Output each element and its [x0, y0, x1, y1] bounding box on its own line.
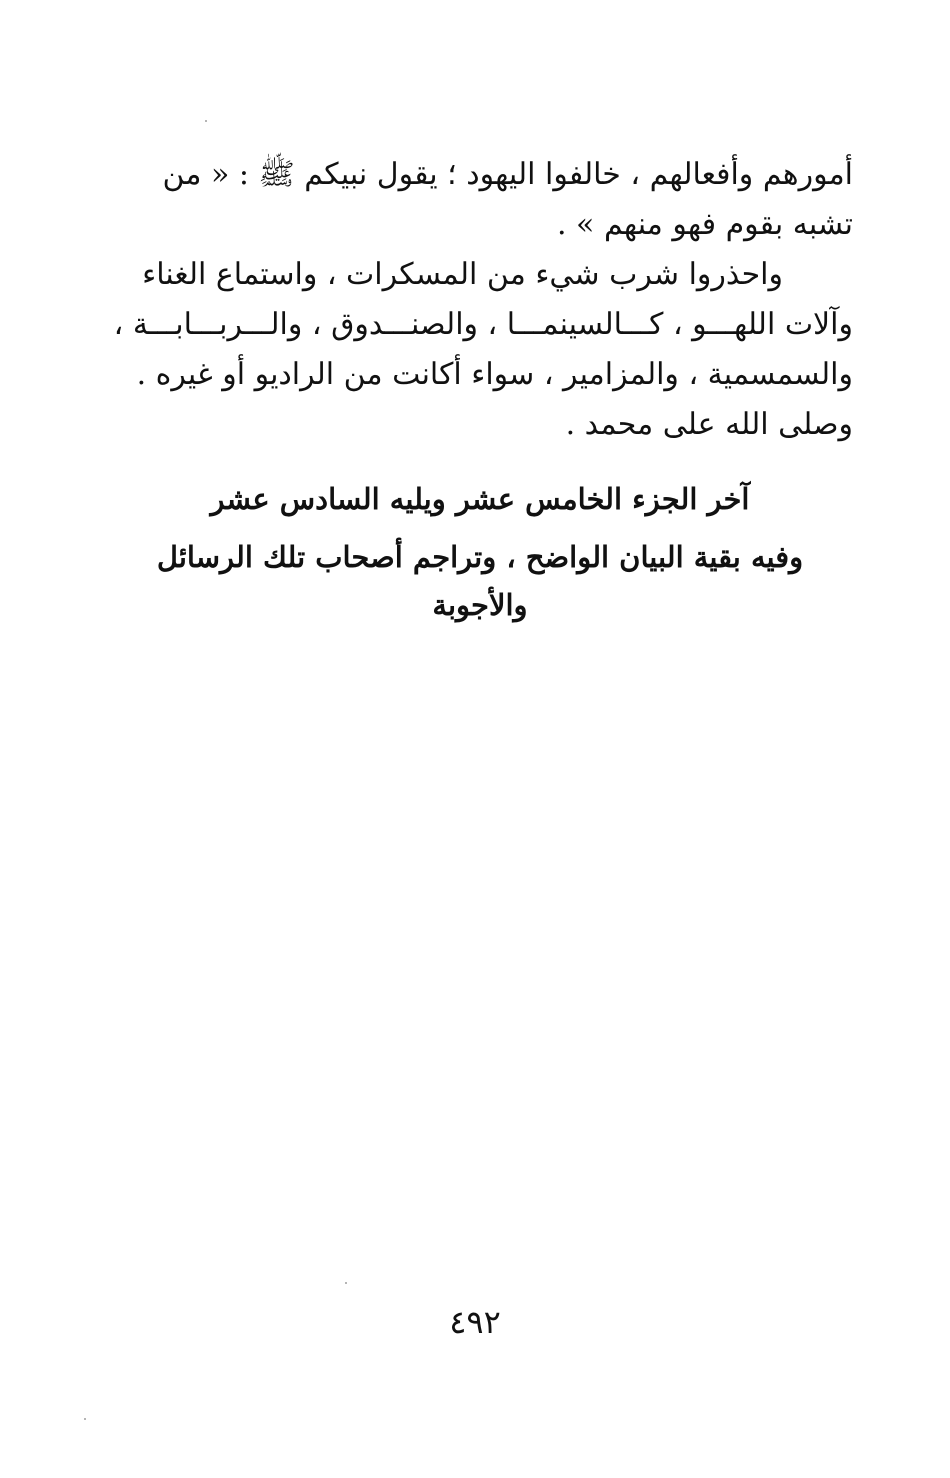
scan-speck	[84, 1418, 86, 1420]
body-line: والسمسمية ، والمزامير ، سواء أكانت من الراديو أو غيره .	[136, 357, 853, 392]
body-line: أمورهم وأفعالهم ، خالفوا اليهود ؛ يقول نبيكم ﷺ : « من	[162, 157, 853, 192]
page-number: ٤٩٢	[449, 1303, 501, 1341]
body-line: واحذروا شرب شيء من المسكرات ، واستماع الغناء	[142, 257, 783, 292]
body-line: وصلى الله على محمد .	[565, 407, 853, 442]
scan-speck	[205, 120, 207, 122]
next-part-description: وفيه بقية البيان الواضح ، وتراجم أصحاب تلك الرسائل	[156, 540, 804, 574]
scan-speck	[345, 1282, 347, 1284]
body-line: تشبه بقوم فهو منهم » .	[556, 207, 853, 242]
body-line: وآلات اللهـــو ، كـــالسينمـــا ، والصنـــدوق ، والـــربـــابـــة ،	[113, 307, 853, 342]
end-of-part-heading: آخر الجزء الخامس عشر ويليه السادس عشر	[210, 482, 750, 516]
next-part-description-continued: والأجوبة	[432, 588, 528, 622]
body-paragraph	[108, 150, 853, 450]
